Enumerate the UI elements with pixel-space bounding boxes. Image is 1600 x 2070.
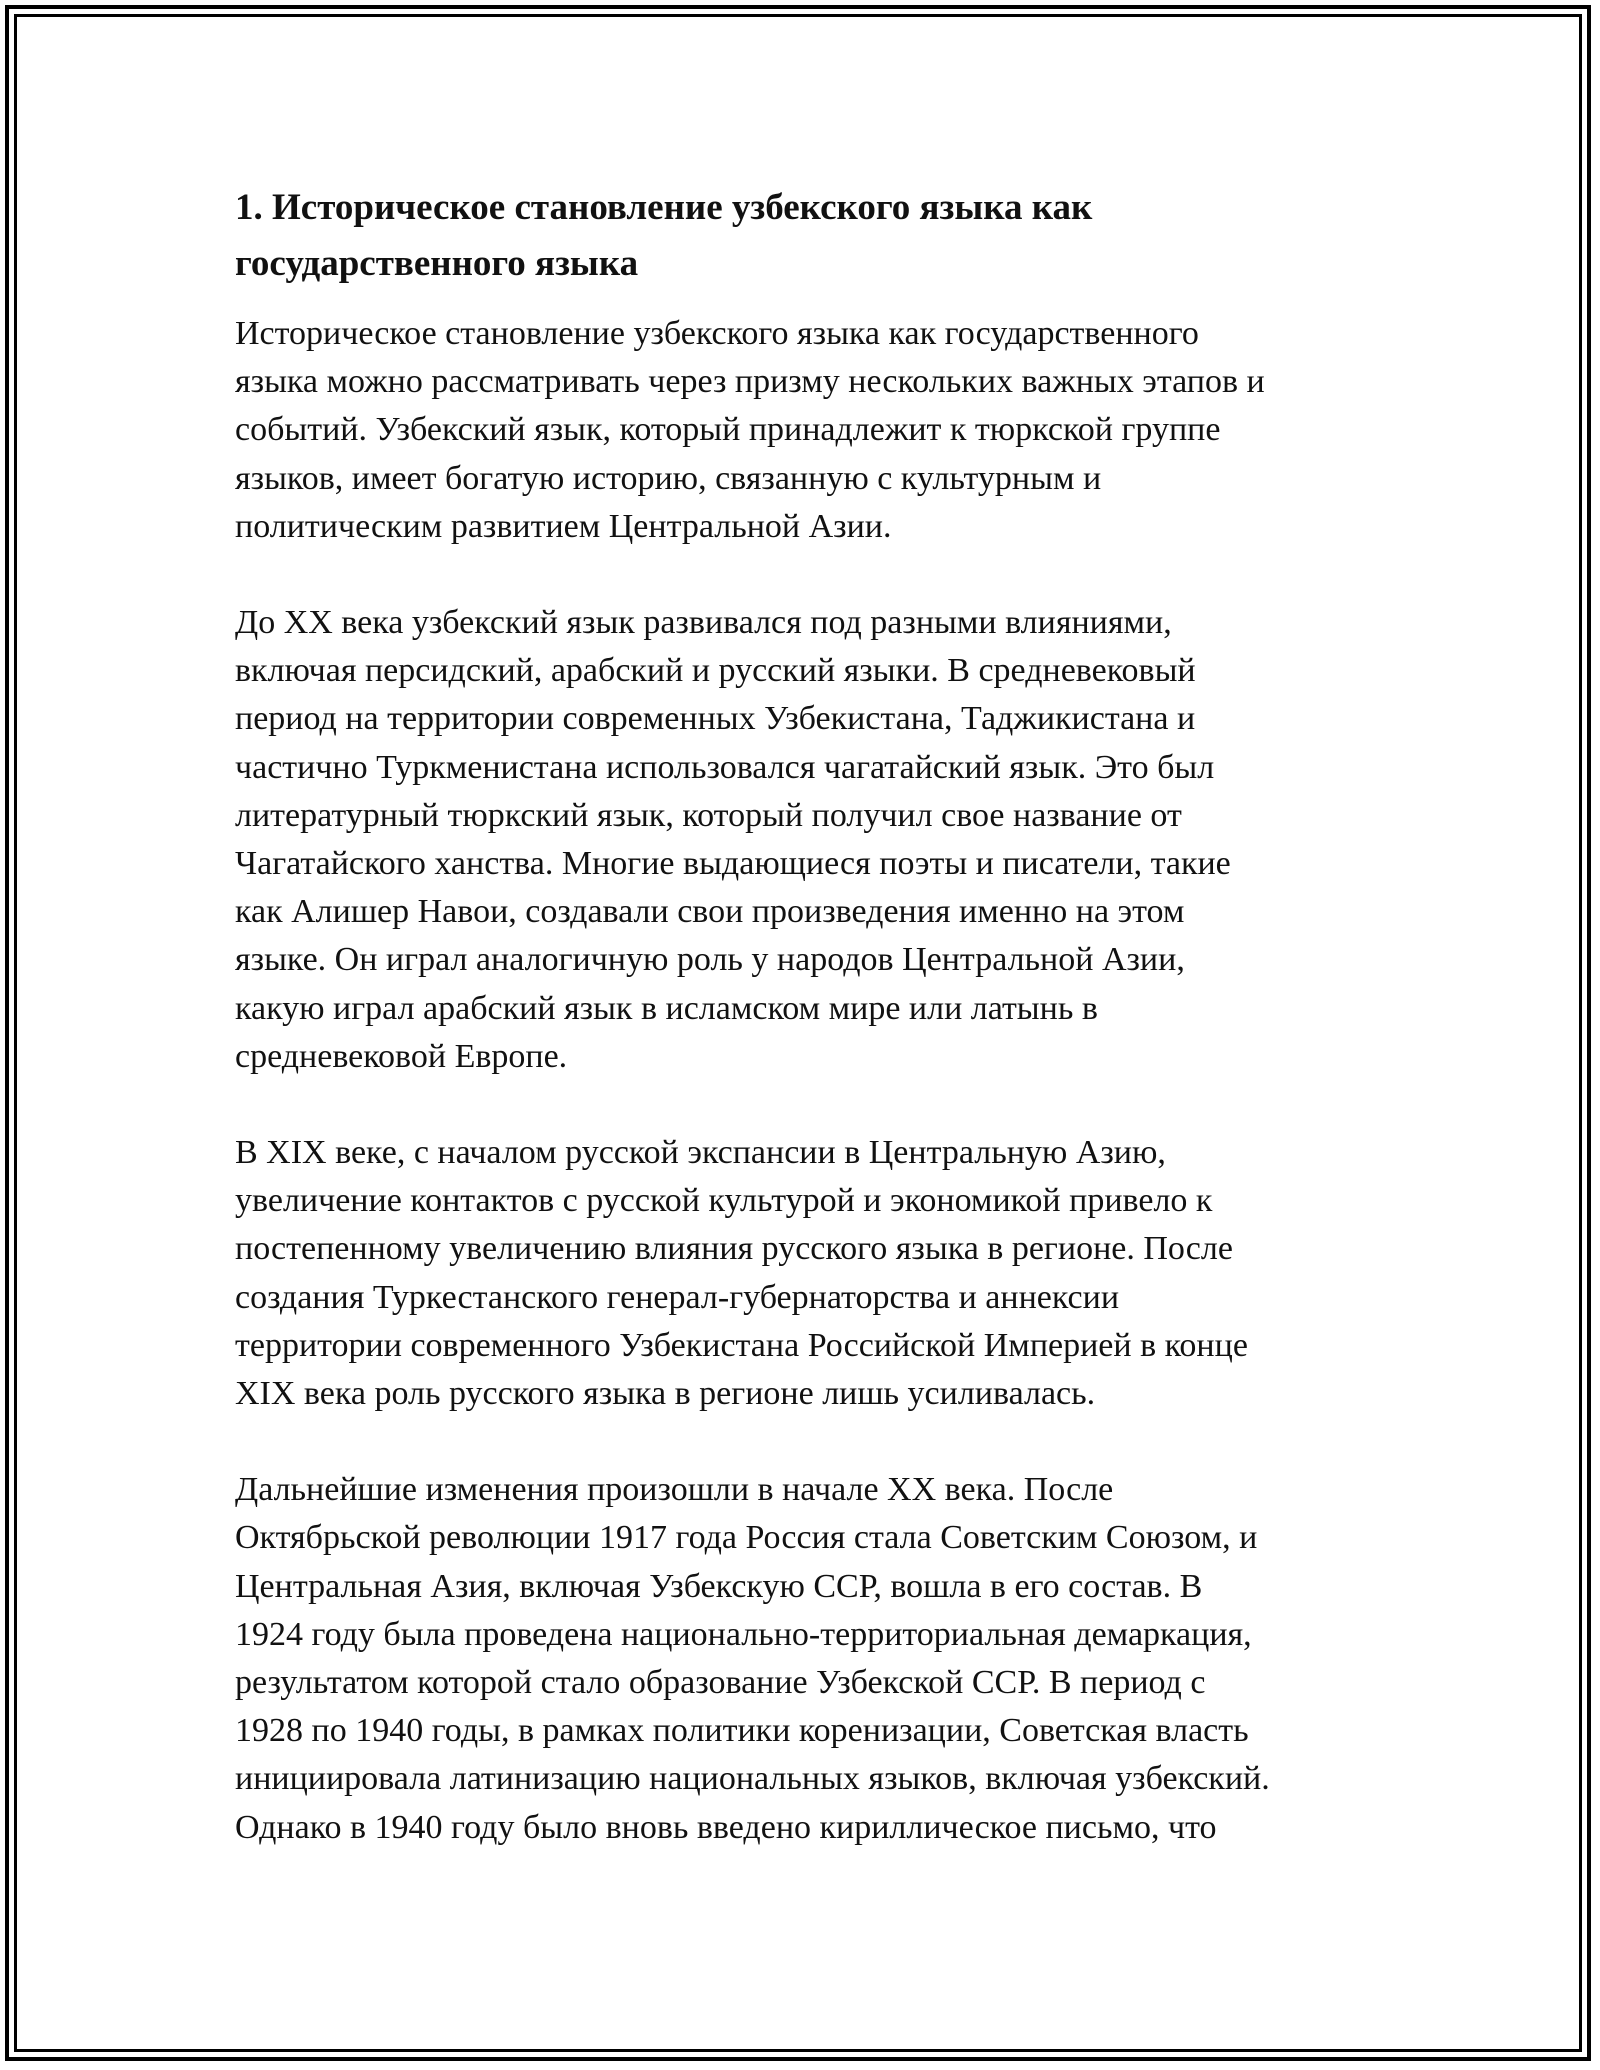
paragraph-line: период на территории современных Узбекистана, Таджикистана и <box>235 700 1196 738</box>
heading-line: 1. Историческое становление узбекского языка как <box>235 187 1093 228</box>
paragraph-line: литературный тюркский язык, который получил свое название от <box>235 796 1182 834</box>
paragraph-19th-century <box>235 1129 1365 1418</box>
paragraph-line: событий. Узбекский язык, который принадлежит к тюркской группе <box>235 411 1221 449</box>
paragraph-line: языка можно рассматривать через призму нескольких важных этапов и <box>235 363 1265 401</box>
paragraph-line: территории современного Узбекистана Российской Империей в конце <box>235 1326 1248 1364</box>
paragraph-line: инициировала латинизацию национальных языков, включая узбекский. <box>235 1760 1270 1798</box>
paragraph-line: До XX века узбекский язык развивался под разными влияниями, <box>235 604 1172 642</box>
paragraph-line: включая персидский, арабский и русский языки. В средневековый <box>235 652 1196 690</box>
paragraph-line: увеличение контактов с русской культурой и экономикой привело к <box>235 1182 1213 1220</box>
paragraph-line: как Алишер Навои, создавали свои произведения именно на этом <box>235 893 1185 931</box>
paragraph-line: Октябрьской революции 1917 года Россия стала Советским Союзом, и <box>235 1519 1258 1557</box>
paragraph-line: результатом которой стало образование Узбекской ССР. В период с <box>235 1664 1206 1702</box>
paragraph-line: постепенному увеличению влияния русского языка в регионе. После <box>235 1230 1233 1268</box>
paragraph-intro <box>235 310 1365 551</box>
paragraph-line: Историческое становление узбекского языка как государственного <box>235 315 1199 352</box>
paragraph-line: частично Туркменистана использовался чагатайский язык. Это был <box>235 748 1215 786</box>
section-heading <box>235 180 1365 292</box>
paragraph-before-20th-century <box>235 599 1365 1081</box>
paragraph-line: политическим развитием Центральной Азии. <box>235 507 892 545</box>
paragraph-line: Дальнейшие изменения произошли в начале XX века. После <box>235 1471 1114 1509</box>
document-body <box>235 180 1365 1852</box>
paragraph-line: Чагатайского ханства. Многие выдающиеся поэты и писатели, такие <box>235 845 1231 883</box>
paragraph-line: какую играл арабский язык в исламском мире или латынь в <box>235 989 1098 1027</box>
paragraph-line: XIX века роль русского языка в регионе лишь усиливалась. <box>235 1375 1096 1413</box>
paragraph-line: В XIX веке, с началом русской экспансии в Центральную Азию, <box>235 1134 1166 1172</box>
paragraph-20th-century <box>235 1466 1365 1852</box>
paragraph-line: создания Туркестанского генерал-губернаторства и аннексии <box>235 1278 1120 1316</box>
heading-line: государственного языка <box>235 243 639 284</box>
paragraph-line: Центральная Азия, включая Узбекскую ССР, вошла в его состав. В <box>235 1567 1203 1605</box>
paragraph-line: 1924 году была проведена национально-территориальная демаркация, <box>235 1615 1252 1653</box>
paragraph-line: Однако в 1940 году было вновь введено кириллическое письмо, что <box>235 1808 1217 1846</box>
paragraph-line: языков, имеет богатую историю, связанную с культурным и <box>235 459 1102 497</box>
paragraph-line: средневековой Европе. <box>235 1037 568 1075</box>
paragraph-line: 1928 по 1940 годы, в рамках политики коренизации, Советская власть <box>235 1712 1249 1750</box>
paragraph-line: языке. Он играл аналогичную роль у народов Центральной Азии, <box>235 941 1185 979</box>
